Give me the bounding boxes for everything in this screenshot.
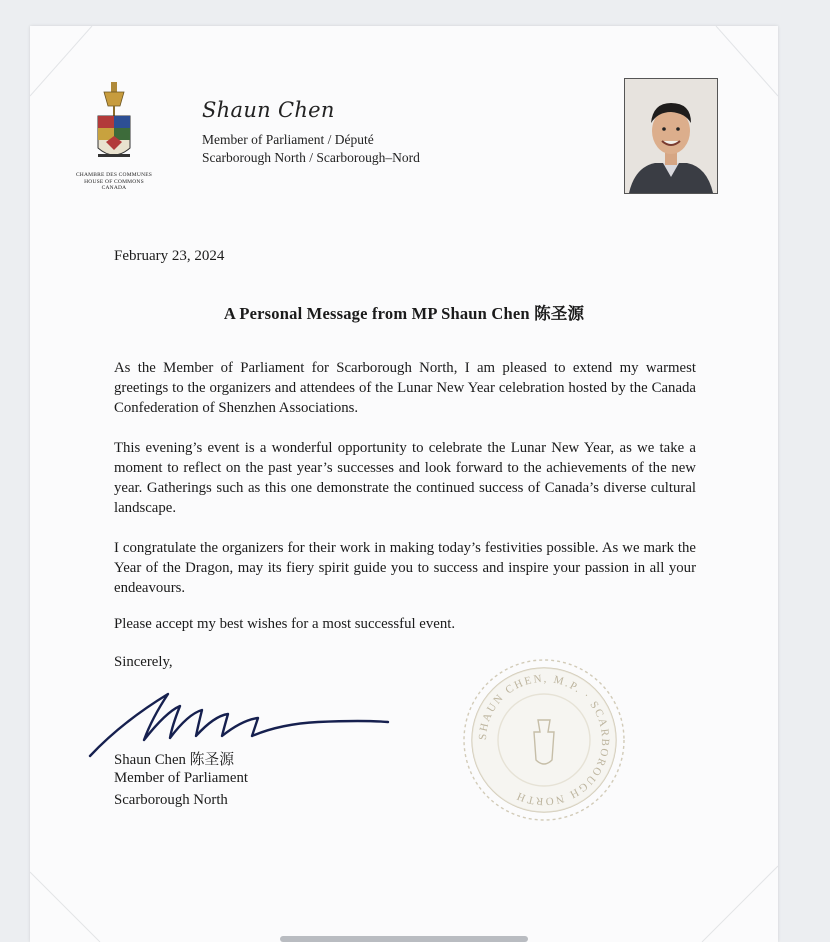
letter-paragraph: This evening’s event is a wonderful opportunity to celebrate the Lunar New Year, as we take a moment to reflect on the past year’s successes and look forward to the achievements of the new year. Gatherings such as this one demonstrate the continued success of Canada’s diverse cultural landscape. [114,440,696,516]
closing-title: Member of Parliament [114,770,248,786]
letterhead-signature-name: Shaun Chen [202,98,335,122]
letter-title: A Personal Message from MP Shaun Chen 陈圣源 [223,304,585,323]
embossed-seal-icon [454,650,634,830]
crest-caption-line: CHAMBRE DES COMMUNES [75,172,153,178]
closing-riding: Scarborough North [114,792,228,808]
portrait-illustration [625,79,717,193]
letter-paragraph: Please accept my best wishes for a most successful event. [114,616,456,632]
closing-name: Shaun Chen 陈圣源 [114,752,235,768]
crest-caption [62,172,166,192]
letterhead-title: Member of Parliament / Député [202,132,374,147]
letter-sincerely: Sincerely, [114,654,173,670]
seal-text: SHAUN CHEN, M.P. · SCARBOROUGH NORTH [476,672,612,808]
letterhead-riding: Scarborough North / Scarborough–Nord [202,150,420,165]
letter-paragraph: I congratulate the organizers for their work in making today’s festivities possible. As we mark the Year of the Dragon, may its fiery spirit guide you to success and inspire your passion in all your endeavours. [114,540,696,596]
mp-portrait-photo [624,78,718,194]
crest-caption-line: CANADA [101,185,127,191]
horizontal-scrollbar[interactable] [280,936,528,942]
crest-caption-line: HOUSE OF COMMONS [84,178,144,185]
letter-paragraph: As the Member of Parliament for Scarborough North, I am pleased to extend my warmest greetings to the organizers and attendees of the Lunar New Year celebration hosted by the Canada Confederation of Shenzhen Associations. [114,360,696,416]
letter-date: February 23, 2024 [114,248,225,264]
letter-page [30,26,778,942]
